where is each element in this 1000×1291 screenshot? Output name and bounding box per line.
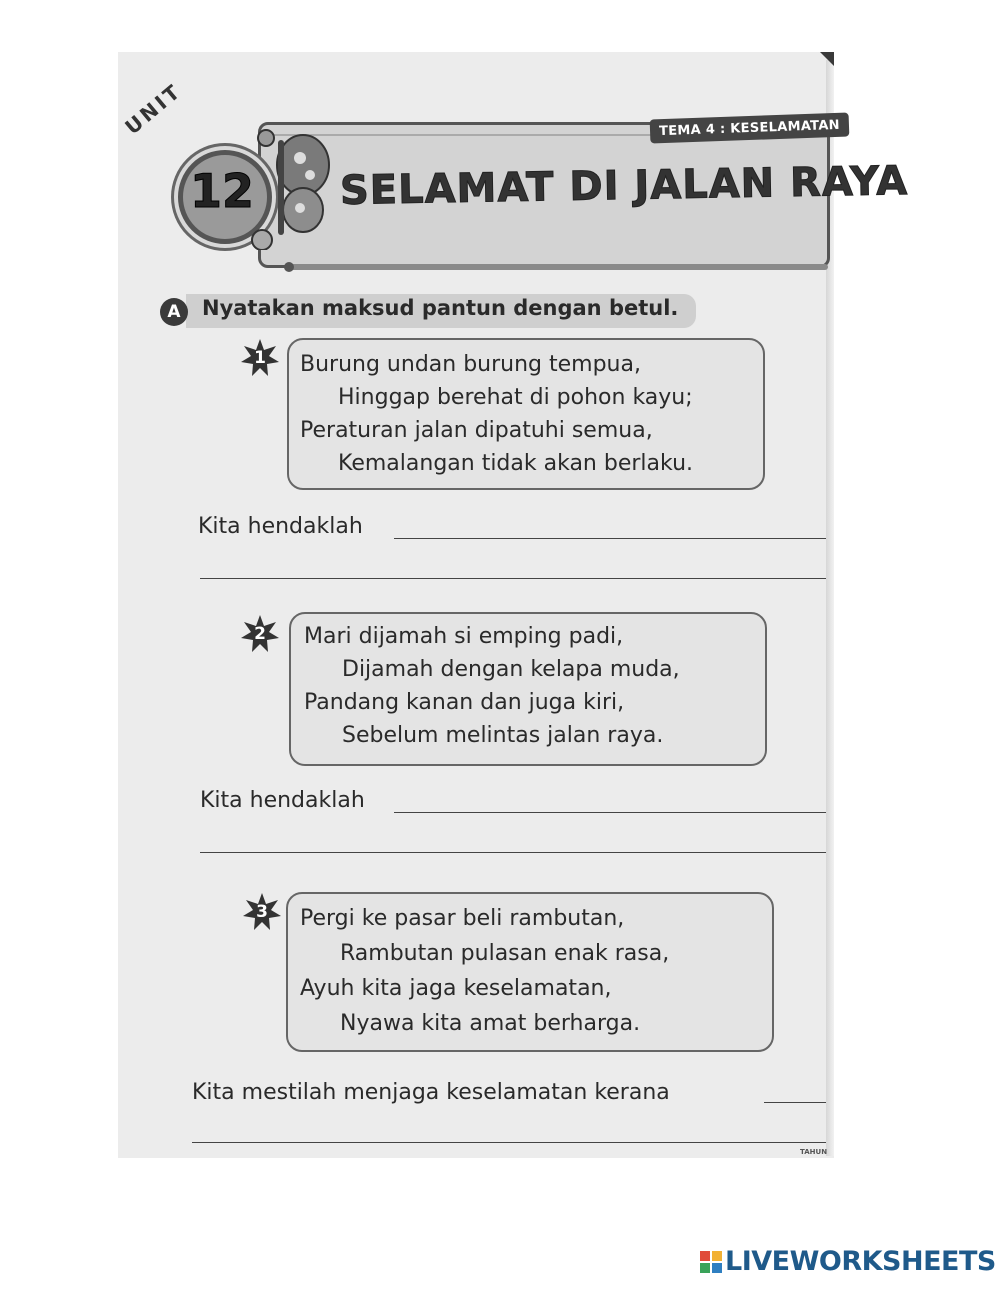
pantun-line: Burung undan burung tempua,	[300, 352, 641, 377]
pantun-number: 3	[256, 902, 268, 922]
liveworksheets-icon	[700, 1251, 722, 1273]
unit-number: 12	[190, 164, 255, 218]
pantun-line: Mari dijamah si emping padi,	[304, 624, 624, 649]
liveworksheets-wordmark: LIVEWORKSHEETS	[725, 1246, 996, 1277]
answer-line[interactable]	[394, 538, 826, 539]
answer-line[interactable]	[764, 1102, 826, 1103]
pantun-line: Nyawa kita amat berharga.	[340, 1011, 641, 1036]
pantun-number: 2	[254, 624, 266, 644]
answer-line[interactable]	[394, 812, 826, 813]
page-title: SELAMAT DI JALAN RAYA	[339, 158, 909, 214]
pantun-line: Sebelum melintas jalan raya.	[342, 723, 664, 748]
answer-line[interactable]	[200, 578, 826, 579]
section-instruction: Nyatakan maksud pantun dengan betul.	[202, 296, 679, 320]
pantun-line: Pandang kanan dan juga kiri,	[304, 690, 625, 715]
liveworksheets-logo	[700, 1246, 996, 1277]
section-badge: A	[160, 298, 188, 326]
answer-line[interactable]	[192, 1142, 826, 1143]
butterfly-icon	[248, 120, 338, 250]
answer-prompt: Kita mestilah menjaga keselamatan kerana	[192, 1080, 670, 1105]
answer-prompt: Kita hendaklah	[198, 514, 363, 539]
header-underline	[288, 264, 828, 270]
pantun-line: Peraturan jalan dipatuhi semua,	[300, 418, 653, 443]
corner-text: TAHUN	[800, 1148, 828, 1156]
header-underline-dot	[284, 262, 294, 272]
pantun-line: Rambutan pulasan enak rasa,	[340, 941, 670, 966]
unit-label: UNIT	[120, 78, 187, 140]
pantun-line: Dijamah dengan kelapa muda,	[342, 657, 680, 682]
theme-label: TEMA 4 : KESELAMATAN	[650, 113, 850, 144]
pantun-line: Kemalangan tidak akan berlaku.	[338, 451, 694, 476]
page-corner	[820, 52, 834, 66]
pantun-line: Pergi ke pasar beli rambutan,	[300, 906, 625, 931]
answer-prompt: Kita hendaklah	[200, 788, 365, 813]
pantun-line: Ayuh kita jaga keselamatan,	[300, 976, 612, 1001]
pantun-line: Hinggap berehat di pohon kayu;	[338, 385, 693, 410]
pantun-number: 1	[254, 348, 266, 368]
answer-line[interactable]	[200, 852, 826, 853]
